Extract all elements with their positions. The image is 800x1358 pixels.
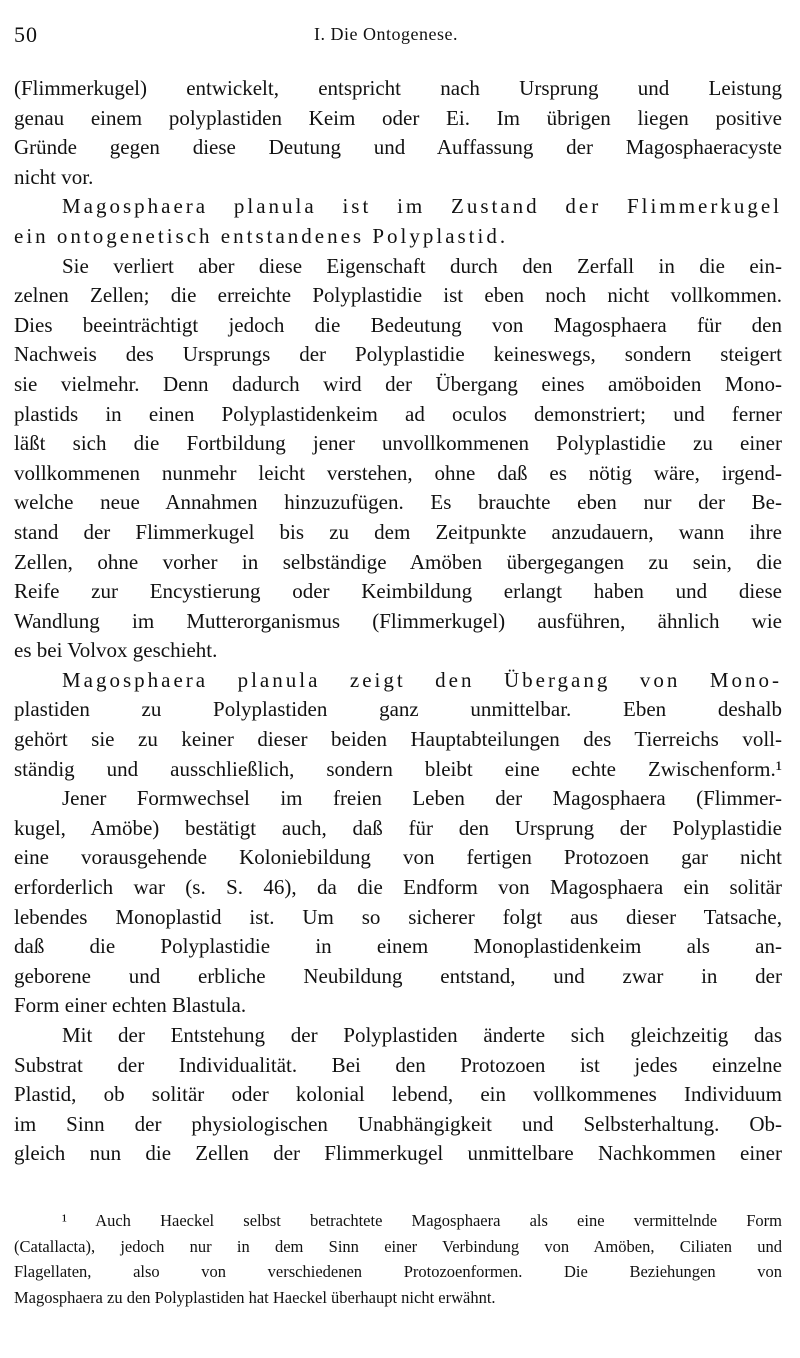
footnotes [14,1208,782,1310]
text-line: vollkommenen nunmehr leicht verstehen, ohne daß es nötig wäre, irgend- [14,460,782,485]
text-line: gleich nun die Zellen der Flimmerkugel unmittelbare Nachkommen einer [14,1141,782,1166]
text-line: es bei Volvox geschieht. [14,638,218,663]
text-line: ein ontogenetisch entstandenes Polyplastid. [14,223,509,248]
text-line: ständig und ausschließlich, sondern bleibt eine echte Zwischenform.¹ [14,756,782,781]
text-line: geborene und erbliche Neubildung entstand, und zwar in der [14,963,782,988]
text-line: (Flimmerkugel) entwickelt, entspricht nach Ursprung und Leistung [14,76,782,100]
text-line: Form einer echten Blastula. [14,993,247,1018]
body-text [14,74,782,1169]
footnote-line: ¹ Auch Haeckel selbst betrachtete Magosphaera als eine vermittelnde Form [62,1211,782,1230]
page-header [14,22,786,52]
text-line: Magosphaera planula zeigt den Übergang von Mono- [62,667,782,692]
text-line: eine vorausgehende Koloniebildung von fertigen Protozoen gar nicht [14,845,782,870]
text-line: Substrat der Individualität. Bei den Protozoen ist jedes einzelne [14,1052,782,1077]
text-line: Reife zur Encystierung oder Keimbildung erlangt haben und diese [14,579,782,604]
text-line: Jener Formwechsel im freien Leben der Magosphaera (Flimmer- [62,786,782,811]
text-line: Gründe gegen diese Deutung und Auffassung der Magosphaeracyste [14,135,782,160]
text-line: Sie verliert aber diese Eigenschaft durch den Zerfall in die ein- [62,253,782,278]
text-line: nicht vor. [14,164,94,189]
text-line: Plastid, ob solitär oder kolonial lebend, ein vollkommenes Individuum [14,1082,782,1107]
text-line: stand der Flimmerkugel bis zu dem Zeitpunkte anzudauern, wann ihre [14,519,782,544]
text-line: Magosphaera planula ist im Zustand der Flimmerkugel [62,194,782,219]
text-line: welche neue Annahmen hinzuzufügen. Es brauchte eben nur der Be- [14,490,782,515]
text-line: Mit der Entstehung der Polyplastiden änderte sich gleichzeitig das [62,1023,782,1047]
text-line: lebendes Monoplastid ist. Um so sicherer folgt aus dieser Tatsache, [14,904,782,929]
text-line: gehört sie zu keiner dieser beiden Hauptabteilungen des Tierreichs voll- [14,727,782,752]
text-line: plastiden zu Polyplastiden ganz unmittelbar. Eben deshalb [14,697,782,722]
text-line: genau einem polyplastiden Keim oder Ei. Im übrigen liegen positive [14,105,782,130]
text-line: sie vielmehr. Denn dadurch wird der Übergang eines amöboiden Mono- [14,371,782,396]
footnote-line: (Catallacta), jedoch nur in dem Sinn einer Verbindung von Amöben, Ciliaten und [14,1236,782,1256]
text-line: im Sinn der physiologischen Unabhängigkeit und Selbsterhaltung. Ob- [14,1111,782,1136]
footnote-line: Flagellaten, also von verschiedenen Protozoenformen. Die Beziehungen von [14,1262,782,1281]
text-line: erforderlich war (s. S. 46), da die Endform von Magosphaera ein solitär [14,875,782,900]
text-line: Wandlung im Mutterorganismus (Flimmerkugel) ausführen, ähnlich wie [14,608,782,633]
page-number: 50 [14,22,38,47]
text-line: Dies beeinträchtigt jedoch die Bedeutung von Magosphaera für den [14,312,782,337]
text-line: plastids in einen Polyplastidenkeim ad oculos demonstriert; und ferner [14,401,782,426]
footnote-line: Magosphaera zu den Polyplastiden hat Haeckel überhaupt nicht erwähnt. [14,1287,496,1307]
text-line: zelnen Zellen; die erreichte Polyplastidie ist eben noch nicht vollkommen. [14,283,782,308]
running-head: I. Die Ontogenese. [314,24,458,44]
text-line: Nachweis des Ursprungs der Polyplastidie keineswegs, sondern steigert [14,342,782,367]
text-line: Zellen, ohne vorher in selbständige Amöben übergegangen zu sein, die [14,549,782,574]
text-line: kugel, Amöbe) bestätigt auch, daß für den Ursprung der Polyplastidie [14,815,782,840]
text-line: daß die Polyplastidie in einem Monoplastidenkeim als an- [14,934,782,959]
text-line: läßt sich die Fortbildung jener unvollkommenen Polyplastidie zu einer [14,431,782,456]
